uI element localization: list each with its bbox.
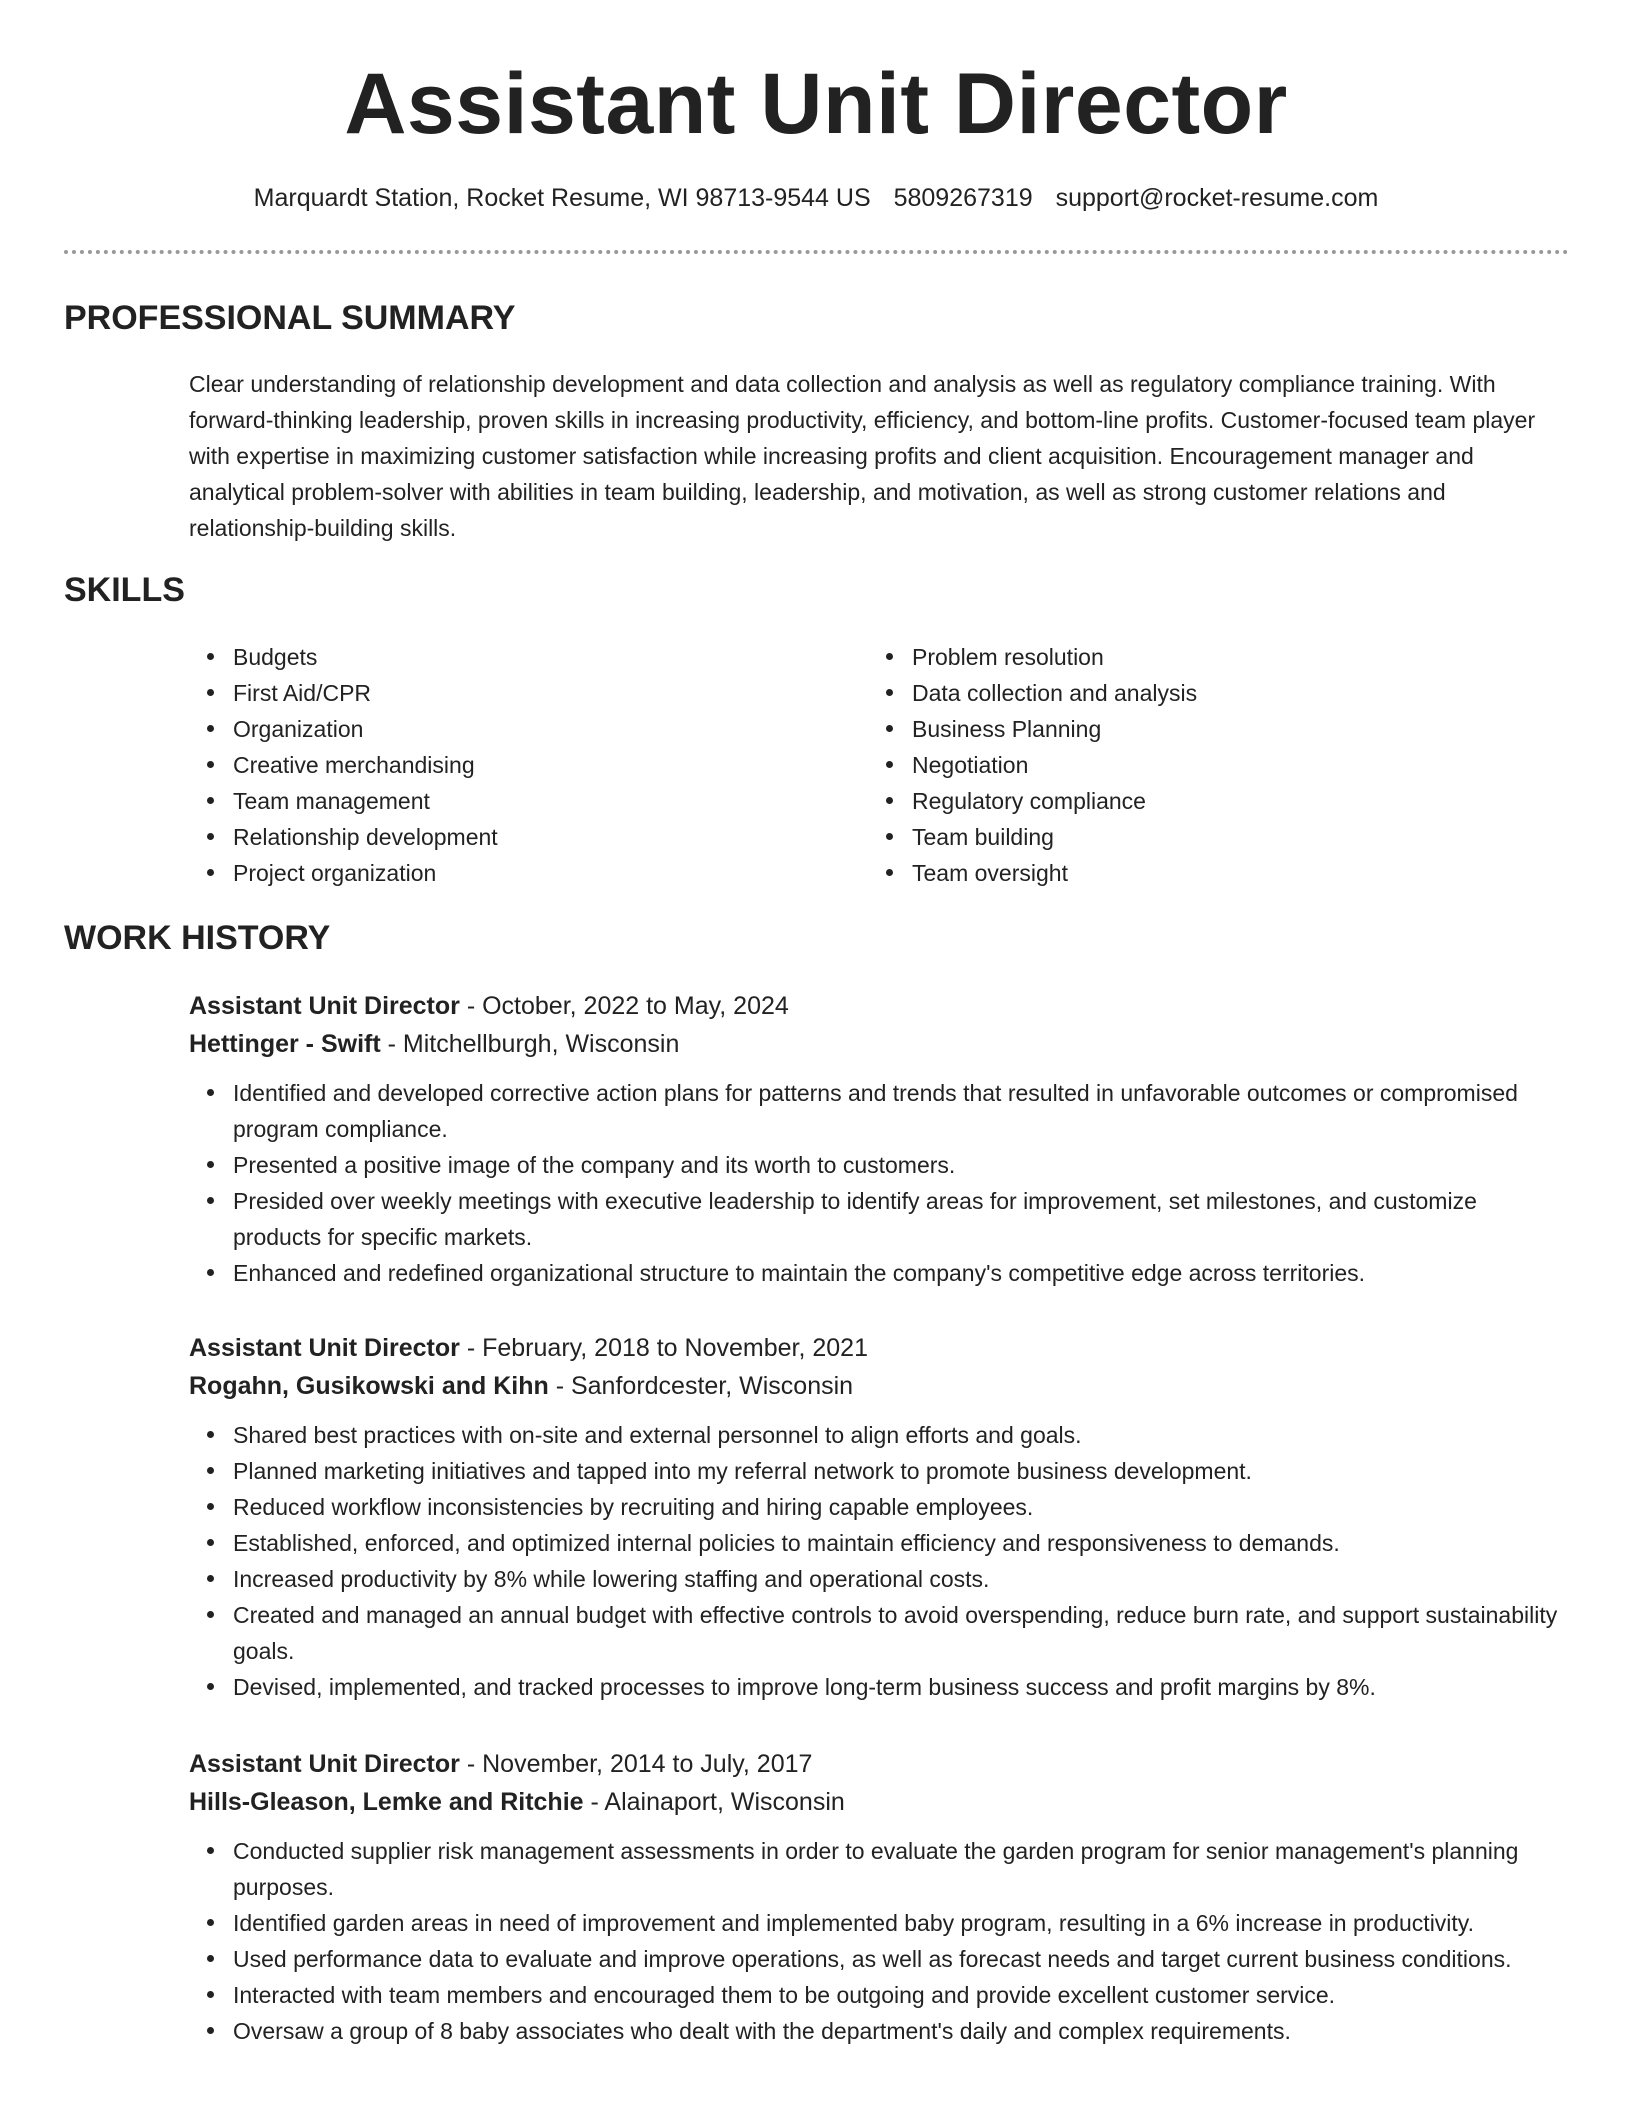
job-bullet: Used performance data to evaluate and improve operations, as well as forecast needs and target current business conditions. (189, 1941, 1569, 1977)
job-bullet: Shared best practices with on-site and external personnel to align efforts and goals. (189, 1417, 1569, 1453)
job-bullet: Reduced workflow inconsistencies by recruiting and hiring capable employees. (189, 1489, 1569, 1525)
job-bullet: Presented a positive image of the company and its worth to customers. (189, 1147, 1569, 1183)
skill-item: Business Planning (868, 711, 1508, 747)
contact-line (0, 180, 1632, 216)
job-entry (189, 987, 1569, 1291)
job-dates: - October, 2022 to May, 2024 (459, 992, 789, 1020)
job-bullet: Created and managed an annual budget with effective controls to avoid overspending, reduce burn rate, and support sustainability goals. (189, 1597, 1569, 1669)
skill-item: Team management (189, 783, 829, 819)
job-bullet: Identified garden areas in need of improvement and implemented baby program, resulting in a 6% increase in productivity. (189, 1905, 1569, 1941)
job-entry (189, 1745, 1569, 2049)
skill-item: Team oversight (868, 855, 1508, 891)
skills-list-right (868, 639, 1508, 891)
skill-item: Project organization (189, 855, 829, 891)
skill-item: Team building (868, 819, 1508, 855)
job-title: Assistant Unit Director (189, 992, 460, 1020)
skill-item: Regulatory compliance (868, 783, 1508, 819)
job-bullet: Established, enforced, and optimized internal policies to maintain efficiency and responsiveness to demands. (189, 1525, 1569, 1561)
job-bullet: Increased productivity by 8% while lowering staffing and operational costs. (189, 1561, 1569, 1597)
skill-item: First Aid/CPR (189, 675, 829, 711)
header-divider (64, 250, 1569, 254)
job-company-line (189, 1367, 1569, 1405)
job-bullet: Enhanced and redefined organizational structure to maintain the company's competitive edge across territories. (189, 1255, 1569, 1291)
contact-email: support@rocket-resume.com (1055, 184, 1379, 212)
skill-item: Relationship development (189, 819, 829, 855)
skill-item: Budgets (189, 639, 829, 675)
job-bullet: Conducted supplier risk management assessments in order to evaluate the garden program for senior management's planning purposes. (189, 1833, 1569, 1905)
job-bullet: Devised, implemented, and tracked processes to improve long-term business success and profit margins by 8%. (189, 1669, 1569, 1705)
job-bullets (189, 1075, 1569, 1291)
job-dates: - November, 2014 to July, 2017 (459, 1750, 813, 1778)
skill-item: Creative merchandising (189, 747, 829, 783)
job-bullet: Oversaw a group of 8 baby associates who dealt with the department's daily and complex requirements. (189, 2013, 1569, 2049)
summary-text: Clear understanding of relationship development and data collection and analysis as well as regulatory compliance training. With forward-thinking leadership, proven skills in increasing productivity, efficiency, and bottom-line profits. Customer-focused team player with expertise in maximizing customer satisfaction while increasing profits and client acquisition. Encouragement manager and analytical problem-solver with abilities in team building, leadership, and motivation, as well as strong customer relations and relationship-building skills. (189, 371, 1536, 541)
job-bullets (189, 1833, 1569, 2049)
job-title: Assistant Unit Director (189, 1334, 460, 1362)
contact-address: Marquardt Station, Rocket Resume, WI 98713-9544 US (253, 184, 871, 212)
job-company: Rogahn, Gusikowski and Kihn (189, 1372, 549, 1400)
job-dates: - February, 2018 to November, 2021 (459, 1334, 868, 1362)
job-entry (189, 1329, 1569, 1705)
job-location: - Sanfordcester, Wisconsin (548, 1372, 854, 1400)
job-bullet: Presided over weekly meetings with executive leadership to identify areas for improvement, set milestones, and customize products for specific markets. (189, 1183, 1569, 1255)
work-history-heading: WORK HISTORY (64, 919, 331, 957)
job-bullet: Identified and developed corrective action plans for patterns and trends that resulted in unfavorable outcomes or compromised program compliance. (189, 1075, 1569, 1147)
skills-heading: SKILLS (64, 571, 185, 609)
contact-phone: 5809267319 (893, 184, 1033, 212)
job-title-line (189, 987, 1569, 1025)
job-location: - Mitchellburgh, Wisconsin (380, 1030, 680, 1058)
job-bullet: Interacted with team members and encouraged them to be outgoing and provide excellent customer service. (189, 1977, 1569, 2013)
skill-item: Problem resolution (868, 639, 1508, 675)
job-title-line (189, 1745, 1569, 1783)
job-title-line (189, 1329, 1569, 1367)
job-bullets (189, 1417, 1569, 1705)
job-company-line (189, 1783, 1569, 1821)
summary-heading: PROFESSIONAL SUMMARY (64, 299, 516, 337)
job-company-line (189, 1025, 1569, 1063)
skills-list-left (189, 639, 829, 891)
job-location: - Alainaport, Wisconsin (583, 1788, 845, 1816)
skill-item: Data collection and analysis (868, 675, 1508, 711)
candidate-name: Assistant Unit Director (344, 56, 1288, 152)
job-company: Hettinger - Swift (189, 1030, 381, 1058)
skill-item: Organization (189, 711, 829, 747)
job-company: Hills-Gleason, Lemke and Ritchie (189, 1788, 584, 1816)
job-bullet: Planned marketing initiatives and tapped into my referral network to promote business development. (189, 1453, 1569, 1489)
skill-item: Negotiation (868, 747, 1508, 783)
job-title: Assistant Unit Director (189, 1750, 460, 1778)
